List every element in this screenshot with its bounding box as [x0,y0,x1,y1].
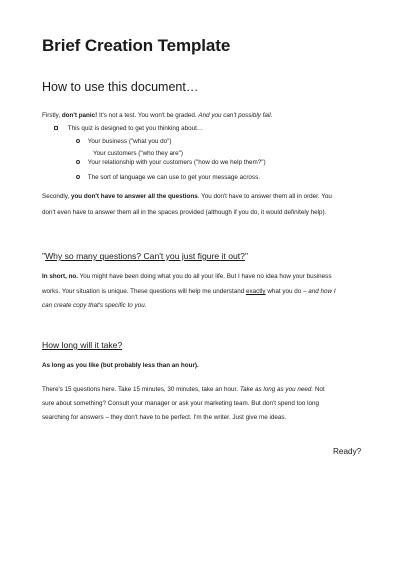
howlong-heading: How long will it take? [42,340,123,350]
questions-line1-a: There's 15 questions here. Take 15 minutes, 30 minutes, take an hour. [42,386,240,393]
questions-line1-b: Not [313,386,325,393]
secondly-bold: you don't have to answer all the questions [70,193,198,200]
intro-italic: And you can't possibly fail. [198,112,273,119]
page-title: Brief Creation Template [42,36,231,55]
short-line1-rest: You might have been doing what you do all your life. But I have no idea how your business [78,273,332,280]
short-line2-italic: and how I [308,288,336,295]
howto-heading: How to use this document… [42,80,199,94]
open-quote: " [42,251,46,261]
secondly-prefix: Secondly, [42,193,71,200]
intro-prefix: Firstly, [42,112,62,119]
secondly-rest: . You don't have to answer them all in order. You [197,193,332,200]
dont-panic-text: don't panic! [61,112,98,119]
short-line-1 [42,274,331,280]
questions-line1-italic: Take as long as you need. [239,386,314,393]
why-heading-text: Why so many questions? Can't you just figure it out? [45,251,245,261]
circle-bullet-icon [76,160,80,164]
ready-text: Ready? [333,447,362,456]
topic-language-text: The sort of language we can use to get your message across. [87,174,260,181]
intro-middle: It's not a test. You won't be graded. [97,112,199,119]
topic-language [76,175,260,181]
close-quote: " [244,251,249,261]
questions-line-2: sure about something? Consult your manager or ask your marketing team. But don't spend too long [42,400,320,407]
short-bold: In short, no. [42,273,79,280]
questions-line-1 [42,387,325,393]
why-heading [42,251,248,261]
topic-customers: Your customers ("who they are") [93,150,183,157]
short-line-2 [42,289,336,295]
short-line-3: can create copy that's specific to you. [42,302,147,309]
quiz-list-item [54,126,203,132]
secondly-line-2: don't even have to answer them all in the spaces provided (although if you do, it would definitely help). [42,209,327,216]
questions-line-3: searching for answers – they don't have to be perfect. I'm the writer. Just give me ideas. [42,414,287,421]
topic-business-text: Your business ("what you do") [87,138,172,145]
short-line2-b: what you do – [265,288,309,295]
topic-relationship [76,160,266,166]
howlong-answer: As long as you like (but probably less than an hour). [42,362,199,369]
exactly-text: exactly [245,288,266,295]
topic-relationship-text: Your relationship with your customers ("how do we help them?") [87,159,266,166]
square-bullet-icon [54,126,58,130]
circle-bullet-icon [76,139,80,143]
secondly-line-1 [42,194,332,200]
quiz-line: This quiz is designed to get you thinking about… [67,125,204,132]
circle-bullet-icon [76,175,80,179]
topic-business [76,139,171,145]
short-line2-a: works. Your situation is unique. These questions will help me understand [42,288,246,295]
intro-paragraph [42,113,272,119]
